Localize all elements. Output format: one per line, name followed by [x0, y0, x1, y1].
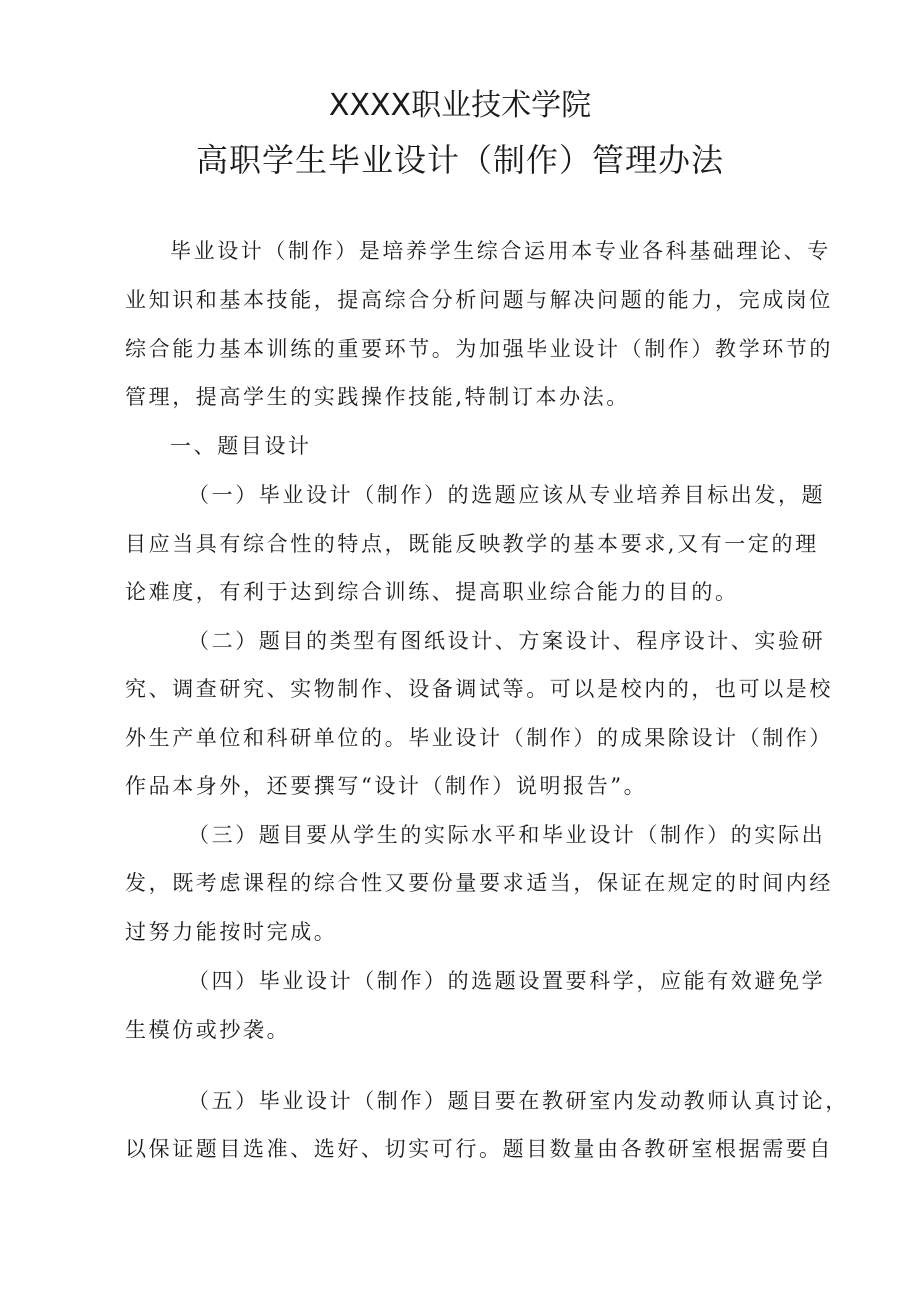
- item-4-line: （四）毕业设计（制作）的选题设置要科学，应能有效避免学: [188, 969, 826, 993]
- intro-line: 管理，提高学生的实践操作技能,特制订本办法。: [125, 385, 630, 409]
- item-3-line: 发，既考虑课程的综合性又要份量要求适当，保证在规定的时间内经: [125, 871, 833, 895]
- intro-line: 综合能力基本训练的重要环节。为加强毕业设计（制作）教学环节的: [125, 337, 833, 361]
- item-2-line: 作品本身外，还要撰写“设计（制作）说明报告”。: [125, 774, 648, 798]
- section-heading: 一、题目设计: [170, 434, 312, 458]
- item-3-line: （三）题目要从学生的实际水平和毕业设计（制作）的实际出: [188, 823, 826, 847]
- item-4-line: 生模仿或抄袭。: [125, 1018, 291, 1042]
- document-title-institution: XXXX职业技术学院: [328, 88, 592, 123]
- item-1-line: 目应当具有综合性的特点，既能反映教学的基本要求,又有一定的理: [125, 532, 819, 556]
- item-1-line: （一）毕业设计（制作）的选题应该从专业培养目标出发，题: [188, 483, 826, 507]
- item-5-line: 以保证题目选准、选好、切实可行。题目数量由各教研室根据需要自: [125, 1137, 833, 1161]
- item-2-line: 外生产单位和科研单位的。毕业设计（制作）的成果除设计（制作）: [125, 726, 833, 750]
- item-3-line: 过努力能按时完成。: [125, 920, 338, 944]
- intro-line: 业知识和基本技能，提高综合分析问题与解决问题的能力，完成岗位: [125, 288, 833, 312]
- item-2-line: 究、调查研究、实物制作、设备调试等。可以是校内的，也可以是校: [125, 677, 833, 701]
- document-title-regulation: 高职学生毕业设计（制作）管理办法: [195, 141, 724, 179]
- item-5-line: （五）毕业设计（制作）题目要在教研室内发动教师认真讨论，: [188, 1089, 849, 1113]
- item-1-line: 论难度，有利于达到综合训练、提高职业综合能力的目的。: [125, 580, 739, 604]
- intro-line: 毕业设计（制作）是培养学生综合运用本专业各科基础理论、专: [170, 239, 831, 263]
- item-2-line: （二）题目的类型有图纸设计、方案设计、程序设计、实验研: [188, 629, 826, 653]
